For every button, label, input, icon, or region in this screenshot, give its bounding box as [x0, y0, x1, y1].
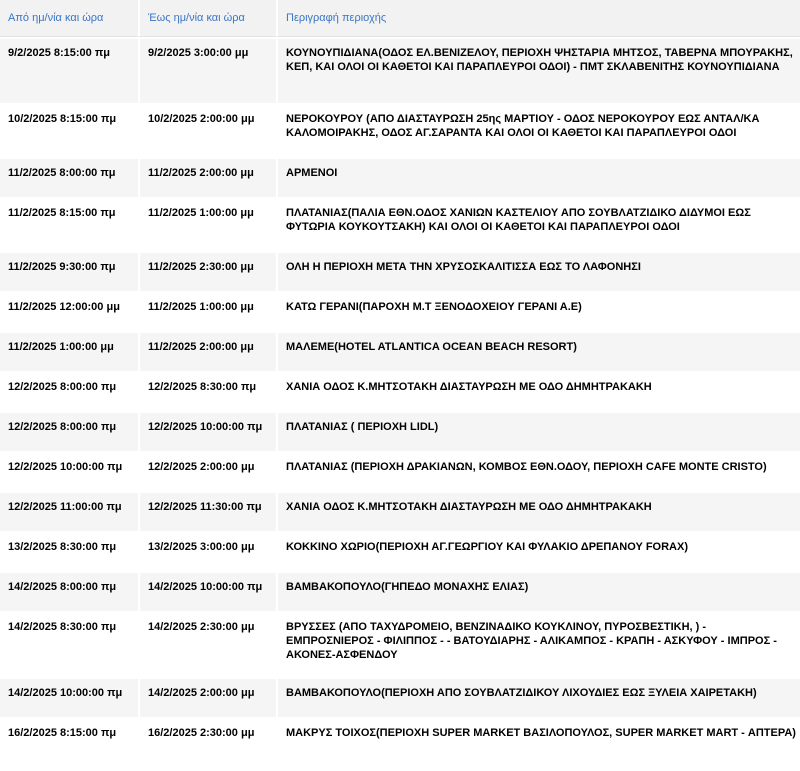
table-body [0, 37, 800, 771]
table-header [0, 0, 800, 37]
table-row [0, 451, 800, 491]
cell-description: ΚΟΚΚΙΝΟ ΧΩΡΙΟ(ΠΕΡΙΟΧΗ ΑΓ.ΓΕΩΡΓΙΟΥ ΚΑΙ ΦΥΛΑΚΙΟ ΔΡΕΠΑΝΟΥ FORAX) [276, 531, 800, 571]
cell-from: 9/2/2025 8:15:00 πμ [0, 37, 138, 103]
cell-to: 9/2/2025 3:00:00 μμ [138, 37, 276, 103]
cell-from: 14/2/2025 8:30:00 πμ [0, 611, 138, 677]
cell-description: ΝΕΡΟΚΟΥΡΟΥ (ΑΠΟ ΔΙΑΣΤΑΥΡΩΣΗ 25ης ΜΑΡΤΙΟΥ - ΟΔΟΣ ΝΕΡΟΚΟΥΡΟΥ ΕΩΣ ΑΝΤΑΛ/ΚΑ ΚΑΛΟΜΟΙΡΑΚΗΣ, ΟΔΟΣ ΑΓ.ΣΑΡΑΝΤΑ ΚΑΙ ΟΛΟΙ ΟΙ ΚΑΘΕΤΟΙ ΚΑΙ ΠΑΡΑΠΛΕΥΡΟΙ ΟΔΟΙ [276, 103, 800, 157]
cell-to: 10/2/2025 2:00:00 μμ [138, 103, 276, 157]
cell-from: 11/2/2025 9:30:00 πμ [0, 251, 138, 291]
cell-description: ΠΛΑΤΑΝΙΑΣ (ΠΕΡΙΟΧΗ ΔΡΑΚΙΑΝΩΝ, ΚΟΜΒΟΣ ΕΘΝ.ΟΔΟΥ, ΠΕΡΙΟΧΗ CAFE MONTE CRISTO) [276, 451, 800, 491]
cell-description: ΧΑΝΙΑ ΟΔΟΣ Κ.ΜΗΤΣΟΤΑΚΗ ΔΙΑΣΤΑΥΡΩΣΗ ΜΕ ΟΔΟ ΔΗΜΗΤΡΑΚΑΚΗ [276, 491, 800, 531]
header-row [0, 0, 800, 37]
cell-description: ΠΛΑΤΑΝΙΑΣ(ΠΑΛΙΑ ΕΘΝ.ΟΔΟΣ ΧΑΝΙΩΝ ΚΑΣΤΕΛΙΟΥ ΑΠΟ ΣΟΥΒΛΑΤΖΙΔΙΚΟ ΔΙΔΥΜΟΙ ΕΩΣ ΦΥΤΩΡΙΑ ΚΟΥΚΟΥΤΣΑΚΗ) ΚΑΙ ΟΛΟΙ ΟΙ ΚΑΘΕΤΟΙ ΚΑΙ ΠΑΡΑΠΛΕΥΡΟΙ ΟΔΟΙ [276, 197, 800, 251]
cell-description: ΚΟΥΝΟΥΠΙΔΙΑΝΑ(ΟΔΟΣ ΕΛ.ΒΕΝΙΖΕΛΟΥ, ΠΕΡΙΟΧΗ ΨΗΣΤΑΡΙΑ ΜΗΤΣΟΣ, ΤΑΒΕΡΝΑ ΜΠΟΥΡΑΚΗΣ, ΚΕΠ, ΚΑΙ ΟΛΟΙ ΟΙ ΚΑΘΕΤΟΙ ΚΑΙ ΠΑΡΑΠΛΕΥΡΟΙ ΟΔΟΙ) - ΠΜΤ ΣΚΛΑΒΕΝΙΤΗΣ ΚΟΥΝΟΥΠΙΔΙΑΝΑ [276, 37, 800, 103]
header-from[interactable]: Από ημ/νία και ώρα [0, 0, 138, 37]
table-row [0, 291, 800, 331]
table-row [0, 157, 800, 197]
cell-from: 16/2/2025 8:15:00 πμ [0, 717, 138, 771]
cell-description: ΠΛΑΤΑΝΙΑΣ ( ΠΕΡΙΟΧΗ LIDL) [276, 411, 800, 451]
cell-to: 14/2/2025 10:00:00 πμ [138, 571, 276, 611]
cell-to: 13/2/2025 3:00:00 μμ [138, 531, 276, 571]
header-description[interactable]: Περιγραφή περιοχής [276, 0, 800, 37]
table-row [0, 717, 800, 771]
cell-from: 11/2/2025 12:00:00 μμ [0, 291, 138, 331]
cell-to: 14/2/2025 2:30:00 μμ [138, 611, 276, 677]
table-row [0, 491, 800, 531]
cell-from: 12/2/2025 11:00:00 πμ [0, 491, 138, 531]
cell-to: 12/2/2025 11:30:00 πμ [138, 491, 276, 531]
cell-from: 10/2/2025 8:15:00 πμ [0, 103, 138, 157]
table-row [0, 611, 800, 677]
cell-to: 14/2/2025 2:00:00 μμ [138, 677, 276, 717]
cell-to: 11/2/2025 2:00:00 μμ [138, 331, 276, 371]
table-row [0, 677, 800, 717]
cell-from: 14/2/2025 10:00:00 πμ [0, 677, 138, 717]
cell-from: 11/2/2025 1:00:00 μμ [0, 331, 138, 371]
cell-description: ΟΛΗ Η ΠΕΡΙΟΧΗ ΜΕΤΑ ΤΗΝ ΧΡΥΣΟΣΚΑΛΙΤΙΣΣΑ ΕΩΣ ΤΟ ΛΑΦΟΝΗΣΙ [276, 251, 800, 291]
table-row [0, 37, 800, 103]
cell-description: ΑΡΜΕΝΟΙ [276, 157, 800, 197]
cell-from: 11/2/2025 8:15:00 πμ [0, 197, 138, 251]
cell-to: 12/2/2025 10:00:00 πμ [138, 411, 276, 451]
cell-to: 16/2/2025 2:30:00 μμ [138, 717, 276, 771]
cell-description: ΒΑΜΒΑΚΟΠΟΥΛΟ(ΓΗΠΕΔΟ ΜΟΝΑΧΗΣ ΕΛΙΑΣ) [276, 571, 800, 611]
cell-to: 11/2/2025 2:00:00 μμ [138, 157, 276, 197]
cell-description: ΜΑΛΕΜΕ(HOTEL ATLANTICA OCEAN BEACH RESORT) [276, 331, 800, 371]
cell-from: 12/2/2025 8:00:00 πμ [0, 371, 138, 411]
cell-description: ΒΡΥΣΣΕΣ (ΑΠΟ ΤΑΧΥΔΡΟΜΕΙΟ, ΒΕΝΖΙΝΑΔΙΚΟ ΚΟΥΚΛΙΝΟΥ, ΠΥΡΟΣΒΕΣΤΙΚΗ, ) - ΕΜΠΡΟΣΝΙΕΡΟΣ - ΦΙΛΙΠΠΟΣ - - ΒΑΤΟΥΔΙΑΡΗΣ - ΑΛΙΚΑΜΠΟΣ - ΚΡΑΠΗ - ΑΣΚΥΦΟΥ - ΙΜΠΡΟΣ - ΑΚΟΝΕΣ-ΑΣΦΕΝΔΟΥ [276, 611, 800, 677]
cell-to: 11/2/2025 2:30:00 μμ [138, 251, 276, 291]
table-row [0, 571, 800, 611]
table-row [0, 371, 800, 411]
table-row [0, 531, 800, 571]
cell-from: 13/2/2025 8:30:00 πμ [0, 531, 138, 571]
cell-from: 11/2/2025 8:00:00 πμ [0, 157, 138, 197]
table-row [0, 197, 800, 251]
cell-description: ΚΑΤΩ ΓΕΡΑΝΙ(ΠΑΡΟΧΗ Μ.Τ ΞΕΝΟΔΟΧΕΙΟΥ ΓΕΡΑΝΙ Α.Ε) [276, 291, 800, 331]
cell-to: 11/2/2025 1:00:00 μμ [138, 197, 276, 251]
cell-description: ΧΑΝΙΑ ΟΔΟΣ Κ.ΜΗΤΣΟΤΑΚΗ ΔΙΑΣΤΑΥΡΩΣΗ ΜΕ ΟΔΟ ΔΗΜΗΤΡΑΚΑΚΗ [276, 371, 800, 411]
table-row [0, 411, 800, 451]
cell-from: 14/2/2025 8:00:00 πμ [0, 571, 138, 611]
cell-description: ΒΑΜΒΑΚΟΠΟΥΛΟ(ΠΕΡΙΟΧΗ ΑΠΟ ΣΟΥΒΛΑΤΖΙΔΙΚΟΥ ΛΙΧΟΥΔΙΕΣ ΕΩΣ ΞΥΛΕΙΑ ΧΑΙΡΕΤΑΚΗ) [276, 677, 800, 717]
cell-to: 11/2/2025 1:00:00 μμ [138, 291, 276, 331]
cell-to: 12/2/2025 2:00:00 μμ [138, 451, 276, 491]
cell-from: 12/2/2025 8:00:00 πμ [0, 411, 138, 451]
table-row [0, 103, 800, 157]
table-row [0, 331, 800, 371]
header-to[interactable]: Έως ημ/νία και ώρα [138, 0, 276, 37]
cell-to: 12/2/2025 8:30:00 πμ [138, 371, 276, 411]
table-row [0, 251, 800, 291]
cell-description: ΜΑΚΡΥΣ ΤΟΙΧΟΣ(ΠΕΡΙΟΧΗ SUPER MARKET ΒΑΣΙΛΟΠΟΥΛΟΣ, SUPER MARKET MART - ΑΠΤΕΡΑ) [276, 717, 800, 771]
cell-from: 12/2/2025 10:00:00 πμ [0, 451, 138, 491]
